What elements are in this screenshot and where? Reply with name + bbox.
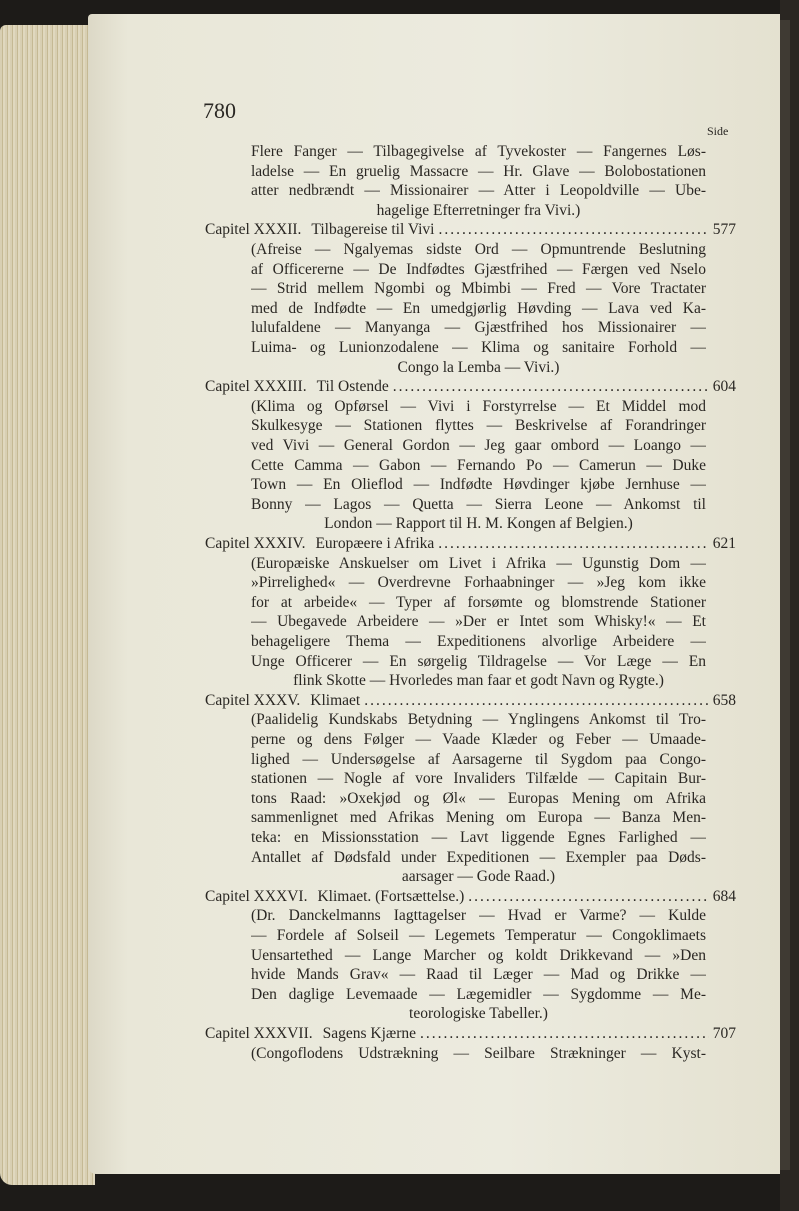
toc-description-line: behageligere Thema — Expeditionens alvorlige Arbeidere — [251, 633, 706, 650]
toc-description-line: (Europæiske Anskuelser om Livet i Afrika — Ugunstig Dom — [251, 554, 706, 572]
toc-description-line: Congo la Lemba — Vivi.) [397, 358, 560, 376]
chapter-number: Capitel XXXVII. [205, 1025, 313, 1042]
toc-description-line: London — Rapport til H. M. Kongen af Belgien.) [324, 515, 633, 533]
chapter-page-number: 684 [712, 887, 736, 905]
toc-description-line: — Strid mellem Ngombi og Mbimbi — Fred — Vore Tractater [251, 280, 706, 298]
toc-description-line: lulufaldene — Manyanga — Gjæstfrihed hos Missionairer — [251, 319, 706, 337]
page-number: 780 [203, 98, 236, 123]
toc-description-line: (Paalidelig Kundskabs Betydning — Ynglingens Ankomst til Tro- [251, 711, 706, 729]
toc-description-line: Flere Fanger — Tilbagegivelse af Tyvekoster — Fangernes Løs- [251, 143, 706, 160]
chapter-title: Europæere i Afrika [315, 535, 435, 552]
toc-description-line: teka: en Missionsstation — Lavt liggende Egnes Farlighed — [251, 829, 706, 846]
book-spine-shadow [780, 0, 799, 1211]
toc-description-line: af Officererne — De Indfødtes Gjæstfrihed — Færgen ved Nselo [251, 260, 706, 278]
dot-leader [393, 377, 709, 397]
chapter-page-number: 707 [712, 1025, 736, 1042]
chapter-page-number: 604 [712, 378, 736, 396]
toc-description-line: Den daglige Levemaade — Lægemidler — Sygdomme — Me- [251, 985, 706, 1003]
toc-description-line: aarsager — Gode Raad.) [401, 868, 556, 886]
toc-description-line: Uensartethed — Lange Marcher og koldt Drikkevand — »Den [251, 946, 706, 964]
chapter-number: Capitel XXXIV. [205, 535, 306, 552]
chapter-page-number: 621 [712, 535, 736, 552]
toc-description-line: lighed — Undersøgelse af Aarsagerne til Sygdom paa Congo- [251, 750, 706, 768]
chapter-number: Capitel XXXVI. [205, 887, 308, 905]
toc-description-line: Luima- og Lunionzodalene — Klima og sanitaire Forhold — [251, 339, 706, 356]
side-column-label: Side [707, 124, 729, 138]
dot-leader [420, 1024, 709, 1044]
chapter-number: Capitel XXXII. [205, 221, 302, 239]
toc-description-line: — Ubegavede Arbeidere — »Der er Intet som Whisky!« — Et [251, 613, 706, 631]
chapter-title: Til Ostende [316, 378, 389, 396]
toc-description-line: ved Vivi — General Gordon — Jeg gaar ombord — Loango — [251, 437, 706, 454]
chapter-number: Capitel XXXV. [205, 691, 301, 709]
dot-leader [468, 887, 709, 907]
toc-description-line: Antallet af Dødsfald under Expeditionen — Exempler paa Døds- [251, 848, 706, 866]
toc-chapter-entry [205, 691, 736, 711]
toc-description-line: »Pirrelighed« — Overdrevne Forhaabninger — »Jeg kom ikke [251, 574, 706, 592]
toc-description-line: hagelige Efterretninger fra Vivi.) [376, 201, 581, 219]
toc-description-line: Skulkesyge — Stationen flyttes — Beskrivelse af Forandringer [251, 417, 706, 435]
toc-chapter-entry [205, 1024, 736, 1044]
toc-description-line: for at arbeide« — Typer af forsømte og blomstrende Stationer [251, 593, 706, 611]
toc-description-line: Cette Camma — Gabon — Fernando Po — Camerun — Duke [251, 456, 706, 474]
toc-description-line: teorologiske Tabeller.) [409, 1005, 548, 1023]
chapter-page-number: 577 [712, 221, 736, 239]
toc-description-line: ladelse — En gruelig Massacre — Hr. Glave — Bolobostationen [251, 162, 706, 180]
toc-chapter-entry [205, 377, 736, 397]
toc-description-line: atter nedbrændt — Missionairer — Atter i Leopoldville — Ube- [251, 182, 706, 200]
dot-leader [438, 534, 708, 554]
chapter-title: Klimaet [310, 691, 361, 709]
toc-description-line: (Afreise — Ngalyemas sidste Ord — Opmuntrende Beslutning [251, 241, 706, 258]
toc-description-line: (Congoflodens Udstrækning — Seilbare Strækninger — Kyst- [251, 1044, 706, 1062]
toc-description-line: (Klima og Opførsel — Vivi i Forstyrrelse — Et Middel mod [251, 397, 706, 415]
toc-description-line: Bonny — Lagos — Quetta — Sierra Leone — Ankomst til [251, 495, 706, 513]
chapter-page-number: 658 [712, 691, 736, 709]
toc-description-line: stationen — Nogle af vore Invaliders Tilfælde — Capitain Bur- [251, 770, 706, 788]
toc-description-line: tons Raad: »Oxekjød og Øl« — Europas Mening om Afrika [251, 789, 706, 807]
toc-chapter-entry [205, 887, 736, 907]
toc-description-line: — Fordele af Solseil — Legemets Temperatur — Congoklimaets [251, 927, 706, 944]
chapter-title: Klimaet. (Fortsættelse.) [317, 887, 465, 905]
book-page-edges [0, 25, 95, 1185]
toc-description-line: flink Skotte — Hvorledes man faar et godt Navn og Rygte.) [293, 672, 664, 690]
chapter-title: Sagens Kjærne [322, 1025, 417, 1042]
toc-description-line: Town — En Olieflod — Indfødte Høvdinger kjøbe Jernhuse — [251, 476, 706, 494]
toc-chapter-entry [205, 534, 736, 554]
toc-description-line: perne og dens Følger — Vaade Klæder og Feber — Umaade- [251, 731, 706, 748]
chapter-title: Tilbagereise til Vivi [311, 221, 435, 239]
toc-description-line: (Dr. Danckelmanns Iagttagelser — Hvad er Varme? — Kulde [251, 907, 706, 925]
toc-description-line: Unge Officerer — En sørgelig Tildragelse — Vor Læge — En [251, 652, 706, 670]
dot-leader [364, 691, 709, 711]
chapter-number: Capitel XXXIII. [205, 378, 307, 396]
toc-description-line: sammenlignet med Afrikas Mening om Europa — Banza Men- [251, 809, 706, 827]
dot-leader [439, 220, 709, 240]
toc-chapter-entry [205, 220, 736, 240]
toc-description-line: med de Indfødte — En umedgjørlig Høvding — Lava ved Ka- [251, 299, 706, 317]
toc-description-line: hvide Mands Grav« — Raad til Læger — Mad og Drikke — [251, 966, 706, 984]
